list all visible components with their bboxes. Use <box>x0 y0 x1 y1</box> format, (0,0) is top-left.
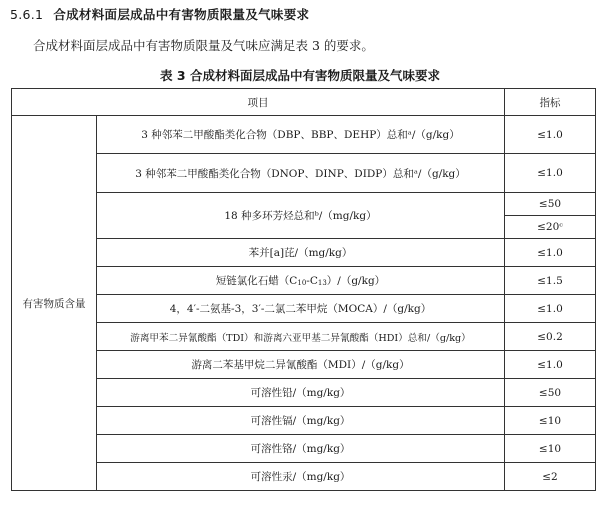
table-row <box>12 193 596 216</box>
value-cell: ≤2 <box>505 463 596 491</box>
table-row <box>12 351 596 379</box>
table-row <box>12 379 596 407</box>
group-label-cell: 有害物质含量 <box>12 116 97 491</box>
table-header-row <box>12 89 596 116</box>
value-cell: ≤50 <box>505 193 596 216</box>
item-cell: 游离二苯基甲烷二异氰酸酯（MDI）/（g/kg） <box>97 351 505 379</box>
item-cell: 苯并[a]芘/（mg/kg） <box>97 239 505 267</box>
item-cell: 可溶性铬/（mg/kg） <box>97 435 505 463</box>
item-cell: 18 种多环芳烃总和ᵇ/（mg/kg） <box>97 193 505 239</box>
value-cell: ≤1.0 <box>505 351 596 379</box>
item-text-pre: 短链氯化石蜡（C <box>215 275 298 287</box>
value-cell: ≤1.0 <box>505 116 596 154</box>
table-row <box>12 267 596 295</box>
table-caption: 表 3 合成材料面层成品中有害物质限量及气味要求 <box>160 68 440 83</box>
limits-table <box>11 88 596 491</box>
item-cell: 3 种邻苯二甲酸酯类化合物（DNOP、DINP、DIDP）总和ᵃ/（g/kg） <box>97 154 505 193</box>
subscript-13: 13 <box>317 279 327 287</box>
item-text-mid: -C <box>306 275 318 287</box>
value-cell: ≤20ᶜ <box>505 216 596 239</box>
table-row <box>12 239 596 267</box>
table-row <box>12 154 596 193</box>
header-indicator: 指标 <box>505 89 596 116</box>
value-cell: ≤10 <box>505 407 596 435</box>
section-title: 合成材料面层成品中有害物质限量及气味要求 <box>53 7 310 22</box>
section-number: 5.6.1 <box>10 7 44 22</box>
item-cell <box>97 267 505 295</box>
value-cell: ≤1.0 <box>505 295 596 323</box>
item-cell: 4，4′-二氨基-3，3′-二氯二苯甲烷（MOCA）/（g/kg） <box>97 295 505 323</box>
item-cell: 游离甲苯二异氰酸酯（TDI）和游离六亚甲基二异氰酸酯（HDI）总和/（g/kg） <box>97 323 505 351</box>
value-cell: ≤1.0 <box>505 239 596 267</box>
table-row <box>12 407 596 435</box>
value-cell: ≤1.5 <box>505 267 596 295</box>
item-cell: 可溶性铅/（mg/kg） <box>97 379 505 407</box>
value-cell: ≤1.0 <box>505 154 596 193</box>
value-cell: ≤10 <box>505 435 596 463</box>
table-row <box>12 295 596 323</box>
item-cell: 可溶性镉/（mg/kg） <box>97 407 505 435</box>
subscript-10: 10 <box>297 279 307 287</box>
intro-paragraph: 合成材料面层成品中有害物质限量及气味应满足表 3 的要求。 <box>33 38 374 53</box>
item-cell: 3 种邻苯二甲酸酯类化合物（DBP、BBP、DEHP）总和ᵃ/（g/kg） <box>97 116 505 154</box>
item-text-post: ）/（g/kg） <box>326 275 386 287</box>
item-cell: 可溶性汞/（mg/kg） <box>97 463 505 491</box>
value-cell: ≤0.2 <box>505 323 596 351</box>
header-item: 项目 <box>12 89 505 116</box>
value-cell: ≤50 <box>505 379 596 407</box>
table-row <box>12 463 596 491</box>
table-row <box>12 116 596 154</box>
table-row <box>12 323 596 351</box>
section-heading <box>10 5 309 23</box>
table-row <box>12 435 596 463</box>
